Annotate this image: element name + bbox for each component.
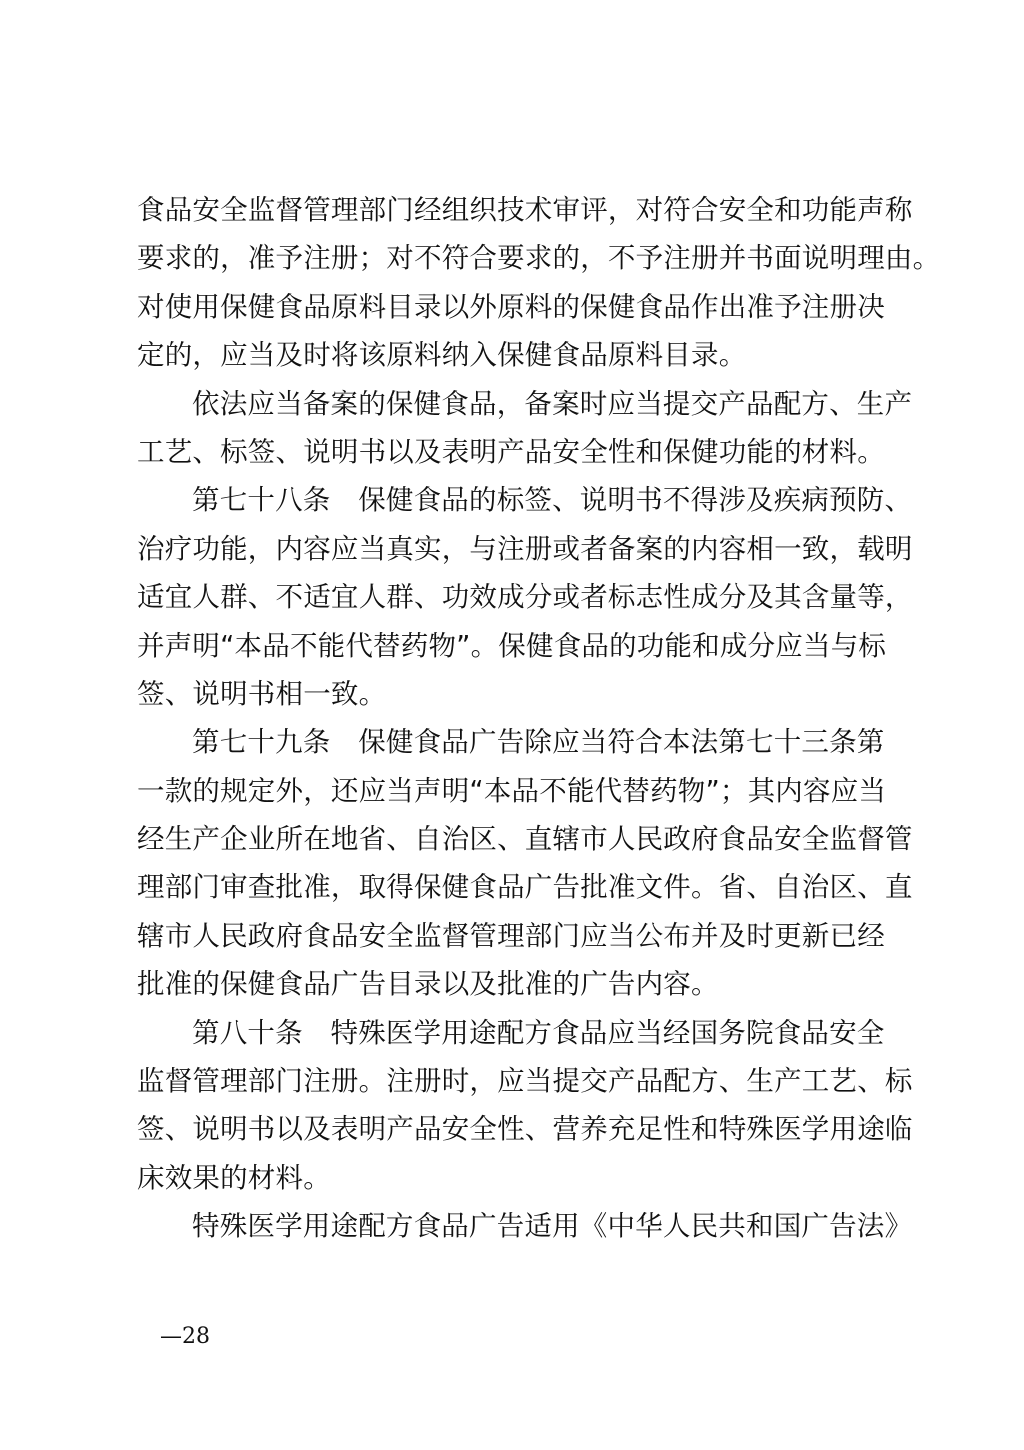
text-line: 并声明“本品不能代替药物”。保健食品的功能和成分应当与标 — [137, 629, 887, 662]
text-line: 床效果的材料。 — [137, 1161, 331, 1194]
text-line: 要求的，准予注册；对不符合要求的，不予注册并书面说明理由。 — [137, 242, 941, 275]
article-78-heading-line: 第七十八条 保健食品的标签、说明书不得涉及疾病预防、 — [192, 484, 913, 517]
text-line: 监督管理部门注册。注册时，应当提交产品配方、生产工艺、标 — [137, 1065, 913, 1098]
text-line: 一款的规定外，还应当声明“本品不能代替药物”；其内容应当 — [137, 774, 887, 807]
text-line: 适宜人群、不适宜人群、功效成分或者标志性成分及其含量等， — [137, 581, 913, 614]
article-80-heading-line: 第八十条 特殊医学用途配方食品应当经国务院食品安全 — [192, 1016, 885, 1049]
text-line: 定的，应当及时将该原料纳入保健食品原料目录。 — [137, 339, 747, 372]
text-line: 辖市人民政府食品安全监督管理部门应当公布并及时更新已经 — [137, 919, 885, 952]
text-line: 治疗功能，内容应当真实，与注册或者备案的内容相一致，载明 — [137, 532, 913, 565]
text-line: 批准的保健食品广告目录以及批准的广告内容。 — [137, 968, 719, 1001]
text-line: 理部门审查批准，取得保健食品广告批准文件。省、自治区、直 — [137, 871, 913, 904]
text-line: 签、说明书以及表明产品安全性、营养充足性和特殊医学用途临 — [137, 1113, 913, 1146]
paragraph-start-line: 依法应当备案的保健食品，备案时应当提交产品配方、生产 — [192, 387, 913, 420]
text-line: 食品安全监督管理部门经组织技术审评，对符合安全和功能声称 — [137, 194, 913, 226]
paragraph-start-line: 特殊医学用途配方食品广告适用《中华人民共和国广告法》 — [192, 1210, 913, 1243]
article-79-heading-line: 第七十九条 保健食品广告除应当符合本法第七十三条第 — [192, 726, 885, 759]
text-line: 经生产企业所在地省、自治区、直辖市人民政府食品安全监督管 — [137, 823, 913, 856]
text-line: 签、说明书相一致。 — [137, 677, 387, 710]
text-line: 工艺、标签、说明书以及表明产品安全性和保健功能的材料。 — [137, 435, 885, 468]
text-line: 对使用保健食品原料目录以外原料的保健食品作出准予注册决 — [137, 290, 885, 323]
page-number: —28 — [160, 1324, 210, 1349]
document-body — [137, 186, 941, 1251]
